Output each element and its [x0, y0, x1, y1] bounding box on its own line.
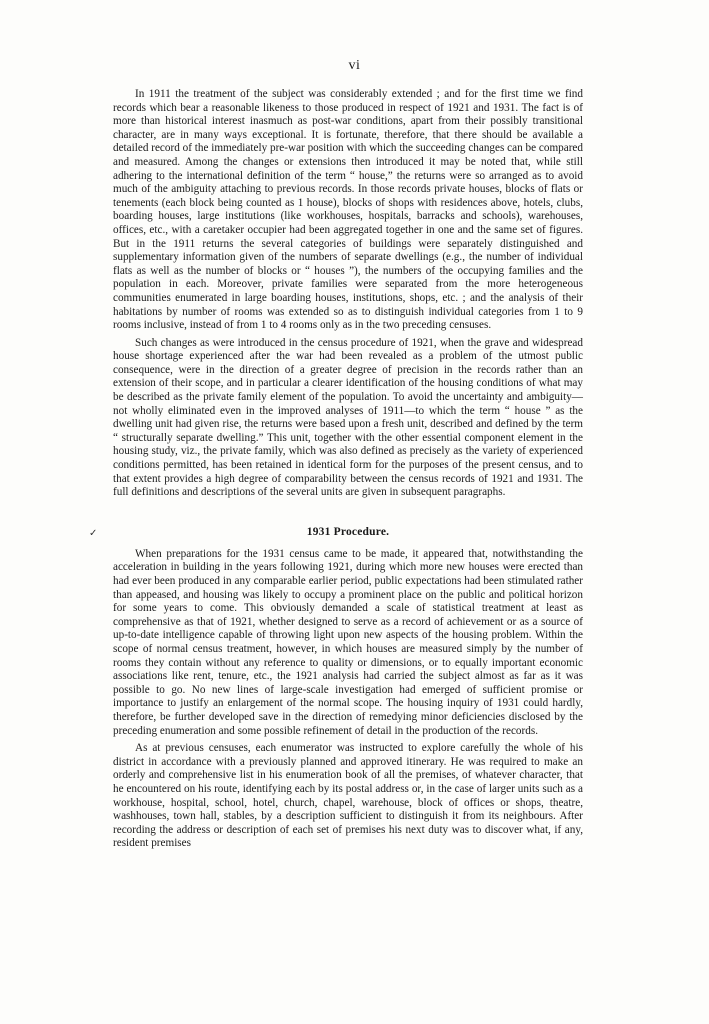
section-heading: 1931 Procedure. — [306, 525, 390, 538]
paragraph-1931-preparations: When preparations for the 1931 census came to be made, it appeared that, notwithstanding the acceleration in building in the years following 1921, during which more new houses were erected than had ever been produced in any comparable earlier period, public expectations had been stimulated rather than appeased, and housing was likely to occupy a prominent place on the public and political horizon for some years to come. This obviously demanded a scale of statistical treatment at least as comprehensive as that of 1921, whether designed to serve as a record of achievement or as a source of up-to-date intelligence capable of throwing light upon new aspects of the housing problem. Within the scope of normal census treatment, however, in which houses are measured simply by the number of rooms they contain without any reference to quality or dimensions, or to equally important economic associations like rent, tenure, etc., the 1921 analysis had carried the subject almost as far as it was possible to go. No new lines of large-scale investigation had emerged of sufficient promise or importance to justify an enlargement of the normal scope. The housing inquiry of 1931 could hardly, therefore, be further developed save in the direction of remedying minor deficiencies disclosed by the preceding enumeration and some possible refinement of detail in the production of the records. — [113, 547, 583, 737]
paragraph-1921-changes: Such changes as were introduced in the census procedure of 1921, when the grave and widespread house shortage experienced after the war had been revealed as a problem of the utmost public consequence, were in the direction of a greater degree of precision in the records rather than an extension of their scope, and in particular a clearer identification of the housing conditions of what may be described as the private family element of the population. To avoid the uncertainty and ambiguity—not wholly eliminated even in the improved analyses of 1911—to which the term “ house ” as the dwelling unit had given rise, the returns were based upon a fresh unit, described and defined by the term “ structurally separate dwelling.” This unit, together with the other essential component element in the housing study, viz., the private family, which was also defined as precisely as the variety of experienced conditions permitted, has been retained in identical form for the purposes of the present census, and to that extent provides a high degree of comparability between the census records of 1921 and 1931. The full definitions and descriptions of the several units are given in subsequent paragraphs. — [113, 336, 583, 499]
margin-mark: ✓ — [89, 528, 98, 539]
paragraph-enumerator-instructions: As at previous censuses, each enumerator was instructed to explore carefully the whole of his district in accordance with a previously planned and approved itinerary. He was required to make an orderly and comprehensive list in his enumeration book of all the premises, of whatever character, that he encountered on his route, identifying each by its postal address or, in the case of larger units such as a workhouse, hospital, school, hotel, church, chapel, warehouse, block of offices or shops, theatre, washhouses, town hall, stables, by a description sufficient to distinguish it from its neighbours. After recording the address or description of each set of premises his next duty was to discover what, if any, resident premises — [113, 742, 583, 850]
page-number: vi — [348, 58, 361, 73]
paragraph-1911-treatment: In 1911 the treatment of the subject was considerably extended ; and for the first time we find records which bear a reasonable likeness to those produced in respect of 1921 and 1931. The fact is of more than historical interest inasmuch as post-war conditions, apart from their possibly transitional character, are in many ways exceptional. It is fortunate, therefore, that there should be available a detailed record of the immediately pre-war position with which the succeeding changes can be compared and measured. Among the changes or extensions then introduced it may be noted that, while still adhering to the international definition of the term “ house,” the returns were so arranged as to avoid much of the ambiguity attaching to previous records. In those records private houses, blocks of flats or tenements (each block being counted as 1 house), blocks of shops with residences above, hotels, clubs, boarding houses, large institutions (like workhouses, hospitals, barracks and schools), warehouses, offices, etc., with a caretaker occupier had been aggregated together in one and the same set of figures. But in the 1911 returns the several categories of buildings were separately distinguished and supplementary information given of the numbers of separate dwellings (e.g., the number of individual flats as well as the number of blocks or “ houses ”), the numbers of the occupying families and the population in each. Moreover, private families were separated from the more heterogeneous communities enumerated in large boarding houses, institutions, shops, etc. ; and the analysis of their habitations by number of rooms was extended so as to distinguish individual categories from 1 to 9 rooms inclusive, instead of from 1 to 4 rooms only as in the two preceding censuses. — [113, 88, 583, 332]
body-text — [113, 88, 583, 851]
